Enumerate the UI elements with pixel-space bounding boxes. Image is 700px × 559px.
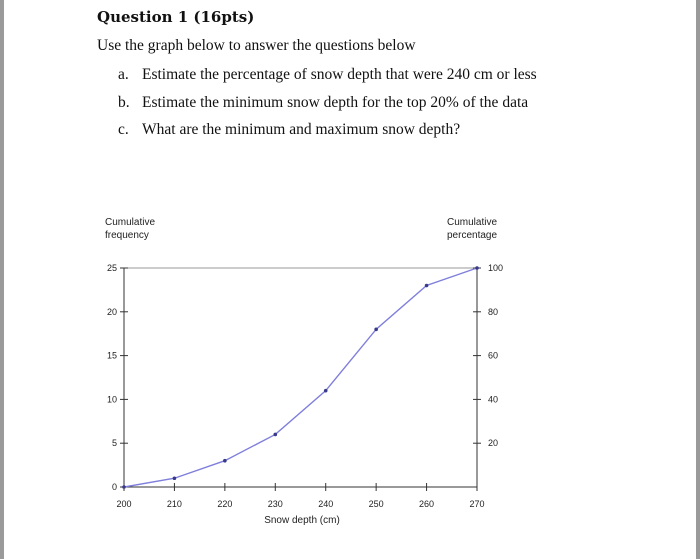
y-right-tick-label: 80 (488, 306, 499, 317)
y-left-tick-label: 10 (106, 394, 117, 405)
x-tick-label: 250 (368, 499, 384, 509)
y-right-tick-label: 20 (488, 438, 499, 449)
y-left-tick-label: 5 (111, 438, 117, 449)
data-point (374, 328, 378, 332)
right-axis-title-line2: percentage (447, 230, 498, 241)
x-tick-label: 200 (116, 499, 132, 509)
y-right-tick-label: 60 (488, 350, 499, 361)
ogive-line (124, 268, 477, 487)
x-tick-label: 230 (267, 499, 283, 509)
chart-layer (107, 263, 503, 509)
y-left-tick-label: 20 (106, 306, 117, 317)
question-intro: Use the graph below to answer the questions below (97, 37, 416, 54)
x-axis-title: Snow depth (cm) (264, 515, 340, 526)
y-left-tick-label: 25 (106, 263, 117, 273)
data-point (122, 485, 126, 489)
item-text: What are the minimum and maximum snow depth? (142, 121, 461, 138)
y-right-tick-label: 100 (488, 263, 504, 273)
item-marker: c. (118, 121, 129, 138)
right-axis-title-line1: Cumulative (447, 217, 498, 228)
data-point (173, 476, 177, 480)
item-marker: b. (118, 93, 130, 111)
item-text: Estimate the percentage of snow depth that were 240 cm or less (142, 66, 537, 83)
question-title: Question 1 (16pts) (97, 8, 255, 26)
y-left-tick-label: 15 (106, 350, 117, 361)
y-left-tick-label: 0 (111, 482, 117, 492)
y-right-tick-label: 40 (488, 394, 499, 405)
data-point (475, 266, 479, 270)
left-axis-title-line1: Cumulative (105, 217, 156, 228)
x-tick-label: 240 (318, 499, 334, 509)
x-tick-label: 270 (469, 499, 485, 509)
data-point (223, 459, 227, 463)
item-marker: a. (118, 66, 129, 83)
data-point (324, 389, 328, 393)
x-tick-label: 210 (166, 499, 182, 509)
left-axis-title-line2: frequency (105, 230, 149, 241)
data-point (425, 284, 429, 288)
x-tick-label: 260 (419, 499, 435, 509)
item-text: Estimate the minimum snow depth for the top 20% of the data (142, 93, 529, 111)
x-tick-label: 220 (217, 499, 233, 509)
data-point (273, 433, 277, 437)
